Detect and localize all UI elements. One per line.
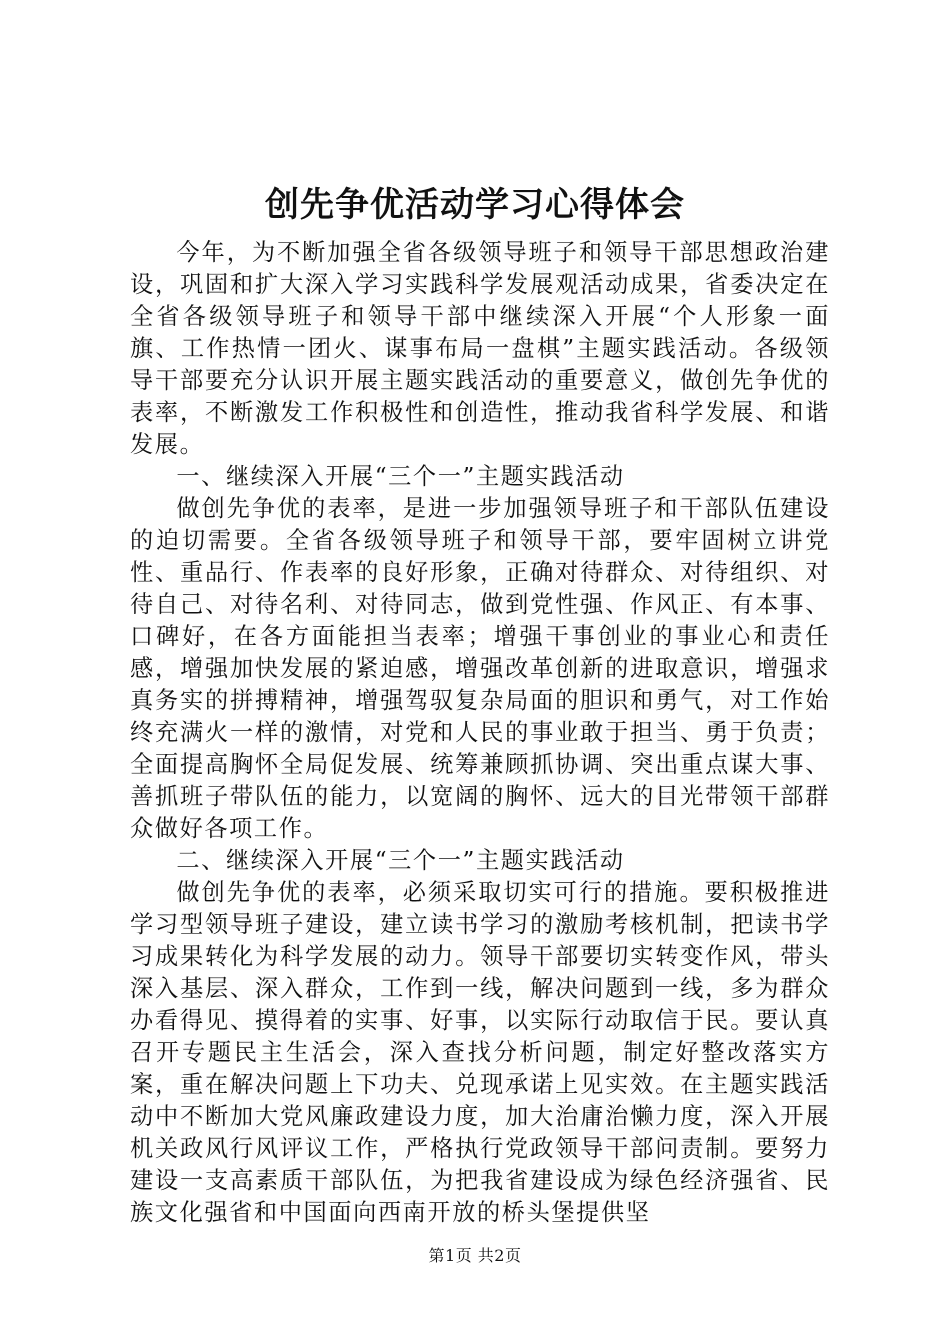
- section-heading-1: 一、继续深入开展“三个一”主题实践活动: [176, 463, 625, 490]
- paragraph-section-1: 做创先争优的表率，是进一步加强领导班子和干部队伍建设的迫切需要。全省各级领导班子和领导干部，要牢固树立讲党性、重品行、作表率的良好形象，正确对待群众、对待组织、对待自己、对待名利、对待同志，做到党性强、作风正、有本事、口碑好，在各方面能担当表率；增强干事创业的事业心和责任感，增强加快发展的紧迫感，增强改革创新的进取意识，增强求真务实的拼搏精神，增强驾驭复杂局面的胆识和勇气，对工作始终充满火一样的激情，对党和人民的事业敢于担当、勇于负责；全面提高胸怀全局促发展、统筹兼顾抓协调、突出重点谋大事、善抓班子带队伍的能力，以宽阔的胸怀、远大的目光带领干部群众做好各项工作。: [130, 495, 830, 842]
- document-title: 创先争优活动学习心得体会: [265, 185, 685, 225]
- page-footer: 第1页 共2页: [428, 1246, 522, 1265]
- section-heading-2: 二、继续深入开展“三个一”主题实践活动: [176, 847, 625, 874]
- document-body: [130, 237, 830, 1229]
- paragraph-intro: 今年，为不断加强全省各级领导班子和领导干部思想政治建设，巩固和扩大深入学习实践科学发展观活动成果，省委决定在全省各级领导班子和领导干部中继续深入开展“个人形象一面旗、工作热情一团火、谋事布局一盘棋”主题实践活动。各级领导干部要充分认识开展主题实践活动的重要意义，做创先争优的表率，不断激发工作积极性和创造性，推动我省科学发展、和谐发展。: [130, 239, 830, 458]
- paragraph-section-2: 做创先争优的表率，必须采取切实可行的措施。要积极推进学习型领导班子建设，建立读书学习的激励考核机制，把读书学习成果转化为科学发展的动力。领导干部要切实转变作风，带头深入基层、深入群众，工作到一线，解决问题到一线，多为群众办看得见、摸得着的实事、好事，以实际行动取信于民。要认真召开专题民主生活会，深入查找分析问题，制定好整改落实方案，重在解决问题上下功夫、兑现承诺上见实效。在主题实践活动中不断加大党风廉政建设力度，加大治庸治懒力度，深入开展机关政风行风评议工作，严格执行党政领导干部问责制。要努力建设一支高素质干部队伍，为把我省建设成为绿色经济强省、民族文化强省和中国面向西南开放的桥头堡提供坚: [130, 879, 830, 1226]
